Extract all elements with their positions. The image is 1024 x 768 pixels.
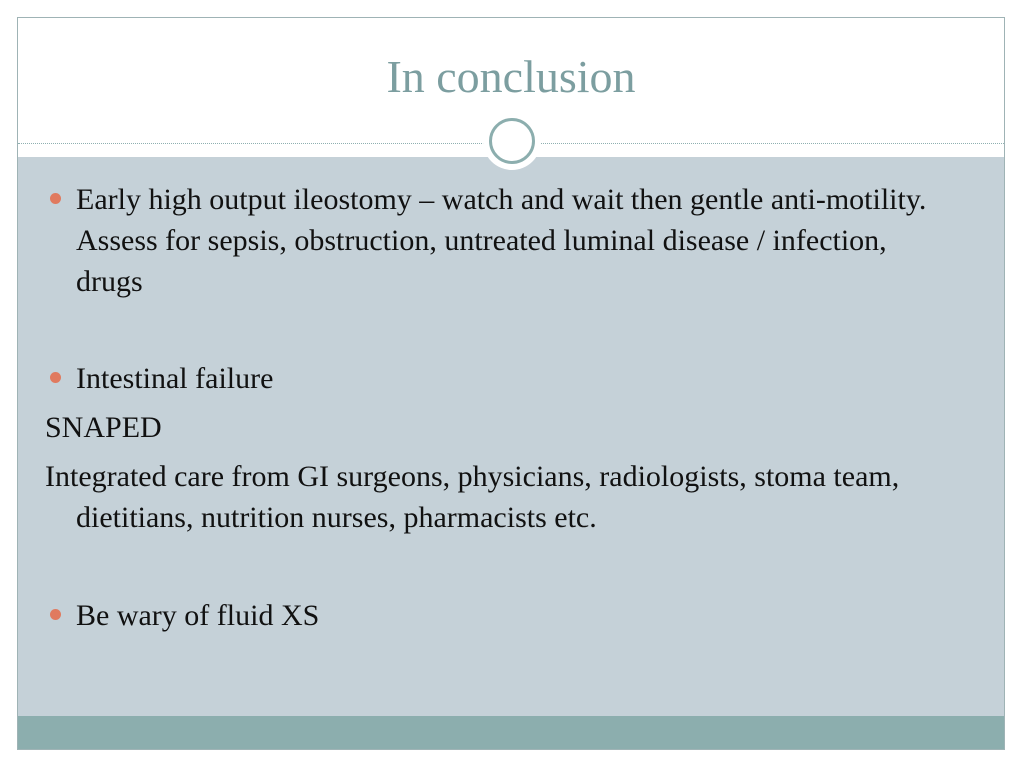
slide-title: In conclusion [386,51,636,102]
bullet-item [76,595,956,636]
bullet-text: Early high output ileostomy – watch and wait then gentle anti-motility. Assess for sepsis, obstruction, untreated luminal disease / infection, drugs [76,183,927,298]
circle-ornament-icon [483,112,541,170]
bullet-text: Intestinal failure [76,362,274,395]
bullet-dot-icon [50,372,61,383]
content-area [18,157,1004,716]
bullet-item [76,179,956,302]
bullet-text: Be wary of fluid XS [76,599,320,632]
slide [17,17,1005,750]
plain-line: SNAPED [45,411,162,444]
circle-ring [489,118,535,164]
bullet-dot-icon [50,193,61,204]
plain-line: Integrated care from GI surgeons, physicians, radiologists, stoma team, dietitians, nutrition nurses, pharmacists etc. [45,460,900,534]
footer-band [18,716,1004,750]
bullet-item [76,358,956,399]
bullet-dot-icon [50,609,61,620]
